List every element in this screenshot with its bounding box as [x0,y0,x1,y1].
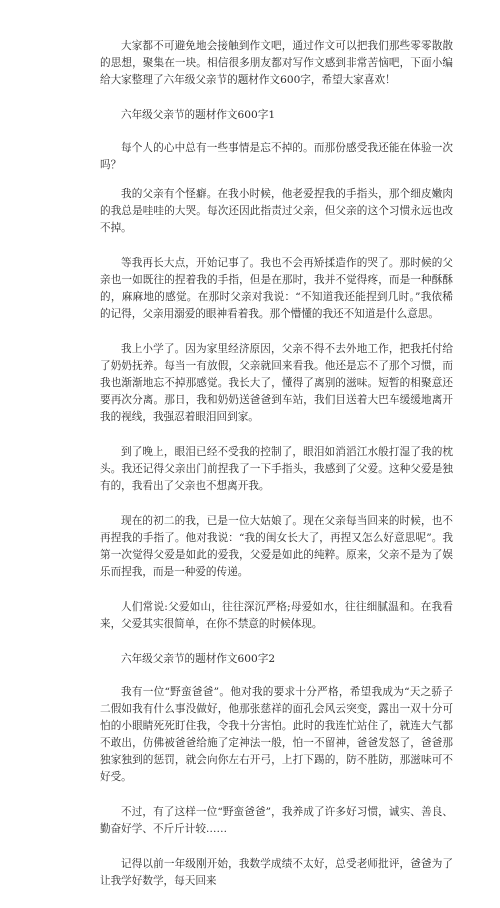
paragraph: 我上小学了。因为家里经济原因，父亲不得不去外地工作，把我托付给了奶奶抚养。每当一有放假，父亲就回来看我。他还是忘不了那个习惯，而我也渐渐地忘不掉那感觉。我长大了，懂得了离别的滋味。短暂的相聚意还要再次分离。那日，我和奶奶送爸爸到车站，我们目送着大巴车缓缓地离开我的视线，我强忍着眼泪回到家。 [100,343,453,423]
paragraph: 人们常说:父爱如山，往往深沉严格;母爱如水，往往细腻温和。在我看来，父爱其实很简单，在你不禁意的时候体现。 [100,601,453,630]
paragraph: 现在的初二的我，已是一位大姑娘了。现在父亲每当回来的时候，也不再捏我的手指了。他对我说：“我的闺女长大了，再捏又怎么好意思呢”。我第一次觉得父爱是如此的爱我，父爱是如此的纯粹。原来，父亲不是为了娱乐而捏我，而是一种爱的传递。 [100,515,453,578]
essay-title-1: 六年级父亲节的题材作文600字1 [121,109,276,121]
paragraph: 记得以前一年级刚开始，我数学成绩不太好，总受老师批评，爸爸为了让我学好数学，每天回来 [100,858,453,887]
paragraph: 我的父亲有个怪癖。在我小时候，他老爱捏我的手指头，那个细皮嫩肉的我总是哇哇的大哭。每次还因此指责过父亲，但父亲的这个习惯永远也改不掉。 [100,188,453,234]
article-body [100,38,453,908]
essay-title-2: 六年级父亲节的题材作文600字2 [121,653,276,665]
paragraph: 不过，有了这样一位“野蛮爸爸”，我养成了许多好习惯，诚实、善良、勤奋好学、不斤斤计较…… [100,806,453,835]
intro-paragraph: 大家都不可避免地会接触到作文吧，通过作文可以把我们那些零零散散的思想，聚集在一块。相信很多朋友都对写作文感到非常苦恼吧，下面小编给大家整理了六年级父亲节的题材作文600字，希望大家喜欢！ [100,40,453,86]
paragraph: 每个人的心中总有一些事情是忘不掉的。而那份感受我还能在体验一次吗？ [100,142,453,171]
paragraph: 等我再长大点，开始记事了。我也不会再矫揉造作的哭了。那时候的父亲也一如既往的捏着我的手指，但是在那时，我并不觉得疼，而是一种酥酥的，麻麻地的感觉。在那时父亲对我说：“不知道我还能捏到几时。”我依稀的记得，父亲用溺爱的眼神看着我。那个懵懂的我还不知道是什么意思。 [100,257,453,320]
paragraph: 我有一位“野蛮爸爸”。他对我的要求十分严格，希望我成为“天之骄子二假如我有什么事没做好，他那张慈祥的面孔会风云突变，露出一双十分可怕的小眼睛死死盯住我，令我十分害怕。此时的我连忙站住了，就连大气都不敢出，仿佛被爸爸给施了定神法一般，怕一不留神，爸爸发怒了，爸爸那独家独到的惩罚，就会向你左右开弓，上打下踢的，防不胜防，那滋味可不好受。 [100,686,453,783]
paragraph: 到了晚上，眼泪已经不受我的控制了，眼泪如消滔江水般打湿了我的枕头。我还记得父亲出门前捏我了一下手指头，我感到了父爱。这种父爱是独有的，我看出了父亲也不想离开我。 [100,446,453,492]
